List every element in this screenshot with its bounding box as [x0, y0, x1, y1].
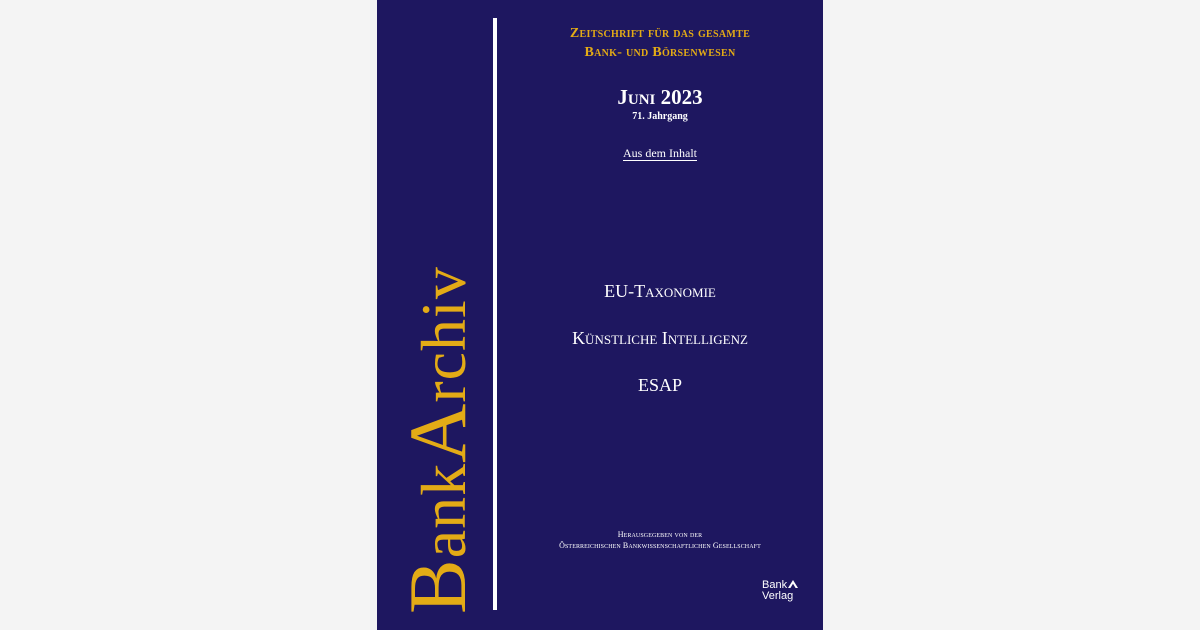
journal-subtitle	[497, 24, 823, 62]
journal-title-vertical	[392, 266, 483, 614]
topic-list	[497, 279, 823, 420]
topic-item: ESAP	[637, 375, 682, 395]
contents-heading	[497, 145, 823, 161]
logo-word-bank: Bank	[762, 579, 788, 591]
volume-number: 71. Jahrgang	[632, 111, 688, 122]
title-initial-a: A	[392, 402, 483, 463]
bank-verlag-logo	[762, 580, 814, 602]
logo-word-verlag: Verlag	[762, 590, 794, 602]
title-rest-rchiv: rchiv	[408, 266, 479, 403]
triangle-mark-icon	[788, 580, 798, 588]
topic-item: EU-Taxonomie	[604, 281, 716, 301]
title-initial-b: B	[392, 558, 483, 614]
topic-item: Künstliche Intelligenz	[572, 328, 748, 348]
publisher-credit	[497, 529, 823, 551]
publisher-line-2: Österreichischen Bankwissenschaftlichen Gesellschaft	[559, 541, 761, 550]
subtitle-line-1: Zeitschrift für das gesamte	[569, 26, 751, 41]
publisher-line-1: Herausgegeben von der	[617, 530, 703, 539]
issue-date: Juni 2023	[617, 85, 703, 109]
title-rest-ank: ank	[408, 462, 479, 559]
subtitle-line-2: Bank- und Börsenwesen	[584, 45, 736, 60]
contents-heading-text: Aus dem Inhalt	[623, 146, 697, 160]
